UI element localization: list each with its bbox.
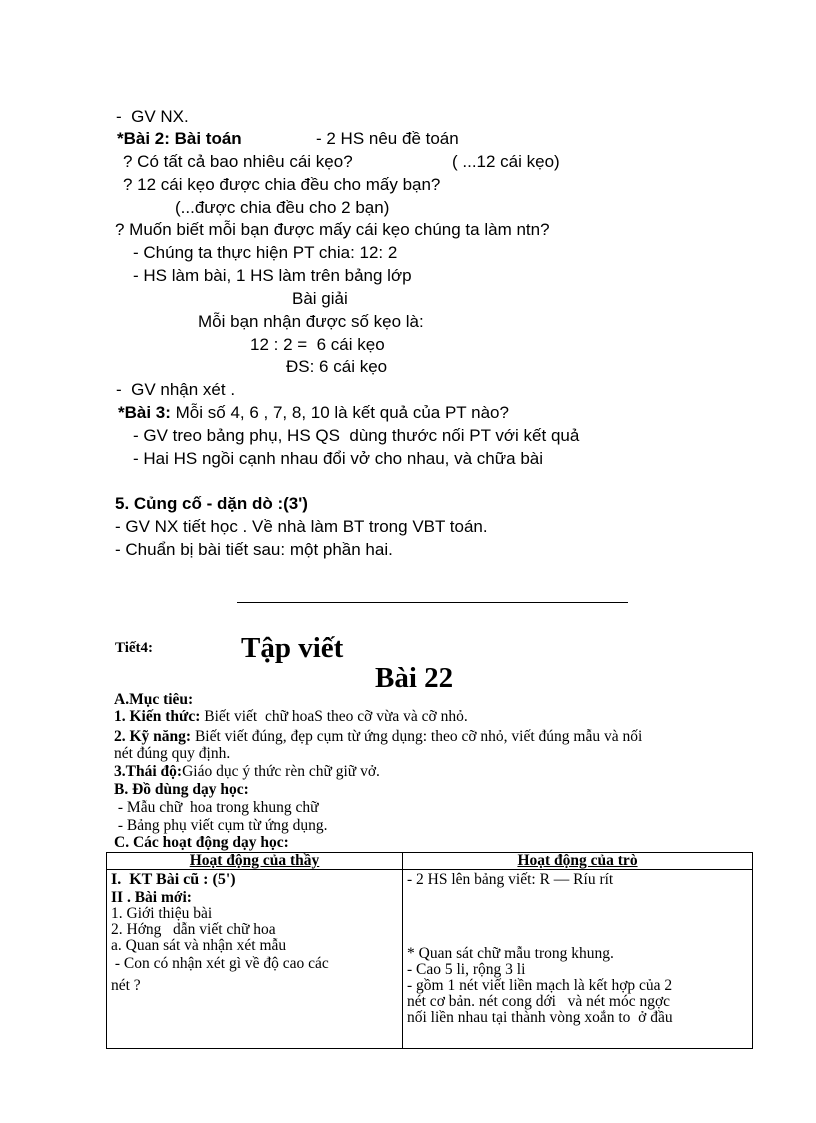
skill-label: 2. Kỹ năng: [114,728,192,745]
line-gv-board: - GV treo bảng phụ, HS QS dùng thước nối PT với kết quả [133,426,580,445]
knowledge-label: 1. Kiến thức: [114,708,201,725]
line-prepare: - Chuẩn bị bài tiết sau: một phần hai. [115,540,393,559]
teacher-line-observe: a. Quan sát và nhận xét mẫu [111,937,287,954]
objective-knowledge [114,709,468,725]
teacher-line-review: I. KT Bài cũ : (5') [111,871,236,888]
bai3-text: Mỗi số 4, 6 , 7, 8, 10 là kết quả của PT nào? [170,403,509,422]
teacher-cell [107,870,403,1049]
line-method: - Chúng ta thực hiện PT chia: 12: 2 [133,243,398,262]
student-line-size: - Cao 5 li, rộng 3 li [407,961,526,978]
materials-heading: B. Đồ dùng dạy học: [114,781,249,798]
lesson-title: Bài 22 [375,662,454,694]
student-line-stroke-2: nét cơ bản. nét cong dới và nét móc ngợc [407,993,671,1010]
teacher-header: Hoạt động của thầy [107,853,403,870]
line-question-method: ? Muốn biết mỗi bạn được mấy cái kẹo chúng ta làm ntn? [115,220,550,239]
activities-heading: C. Các hoạt động dạy học: [114,834,289,851]
student-cell [403,870,753,1049]
period-label: Tiết4: [115,640,154,656]
line-solution-answer: ĐS: 6 cái kẹo [286,357,388,376]
attitude-label: 3.Thái độ: [114,763,183,780]
line-bai2 [117,128,242,150]
teacher-line-question: - Con có nhận xét gì về độ cao các [111,955,329,972]
line-bai3 [118,402,509,424]
line-solution-title: Bài giải [292,289,348,308]
line-gv-nx: - GV NX. [116,107,189,126]
teacher-line-new: II . Bài mới: [111,889,192,906]
teacher-line-intro: 1. Giới thiệu bài [111,905,213,922]
bai3-heading: *Bài 3: [118,403,171,422]
line-solution-text: Mỗi bạn nhận được số kẹo là: [198,312,424,331]
line-question-share: ? 12 cái kẹo được chia đều cho mấy bạn? [123,175,441,194]
objective-attitude [114,764,380,780]
line-gv-summary: - GV NX tiết học . Về nhà làm BT trong VBT toán. [115,517,488,536]
line-hs-work: - HS làm bài, 1 HS làm trên bảng lớp [133,266,412,285]
line-solution-calc: 12 : 2 = 6 cái kẹo [250,335,385,354]
line-question-total: ? Có tất cả bao nhiêu cái kẹo? [123,152,353,171]
objective-skill-cont: nét đúng quy định. [114,745,231,762]
objective-skill [114,729,642,745]
attitude-text: Giáo dục ý thức rèn chữ giữ vở. [182,763,380,780]
line-gv-comment: - GV nhận xét . [116,380,236,399]
line-consolidation [115,493,308,515]
teacher-line-guide: 2. Hớng dẫn viết chữ hoa [111,921,276,938]
consolidation-heading: 5. Củng cố - dặn dò :(3') [115,494,308,513]
line-answer-share: (...được chia đều cho 2 bạn) [175,198,390,217]
subject-title: Tập viết [241,632,344,664]
student-line-stroke: - gồm 1 nét viết liền mạch là kết hợp của 2 [407,977,673,994]
material-item-2: - Bảng phụ viết cụm từ ứng dụng. [114,817,328,834]
student-line-stroke-3: nối liền nhau tại thành vòng xoắn to ở đầu [407,1009,673,1026]
bai2-heading: *Bài 2: Bài toán [117,129,242,148]
objectives-heading: A.Mục tiêu: [114,691,194,708]
material-item-1: - Mẫu chữ hoa trong khung chữ [114,799,319,816]
student-line-board: - 2 HS lên bảng viết: R — Ríu rít [407,871,614,888]
line-bai2-note: - 2 HS nêu đề toán [316,129,459,148]
student-line-observe: * Quan sát chữ mẫu trong khung. [407,945,614,962]
knowledge-text: Biết viết chữ hoaS theo cỡ vừa và cỡ nhỏ. [200,708,468,725]
line-answer-total: ( ...12 cái kẹo) [452,152,560,171]
teacher-line-question-cont: nét ? [111,977,141,994]
line-hs-swap: - Hai HS ngồi cạnh nhau đổi vở cho nhau, và chữa bài [133,449,544,468]
student-header: Hoạt động của trò [403,853,753,870]
activities-table [106,852,753,1049]
skill-text: Biết viết đúng, đẹp cụm từ ứng dụng: theo cỡ nhỏ, viết đúng mẫu và nối [191,728,643,745]
section-divider [237,602,628,603]
